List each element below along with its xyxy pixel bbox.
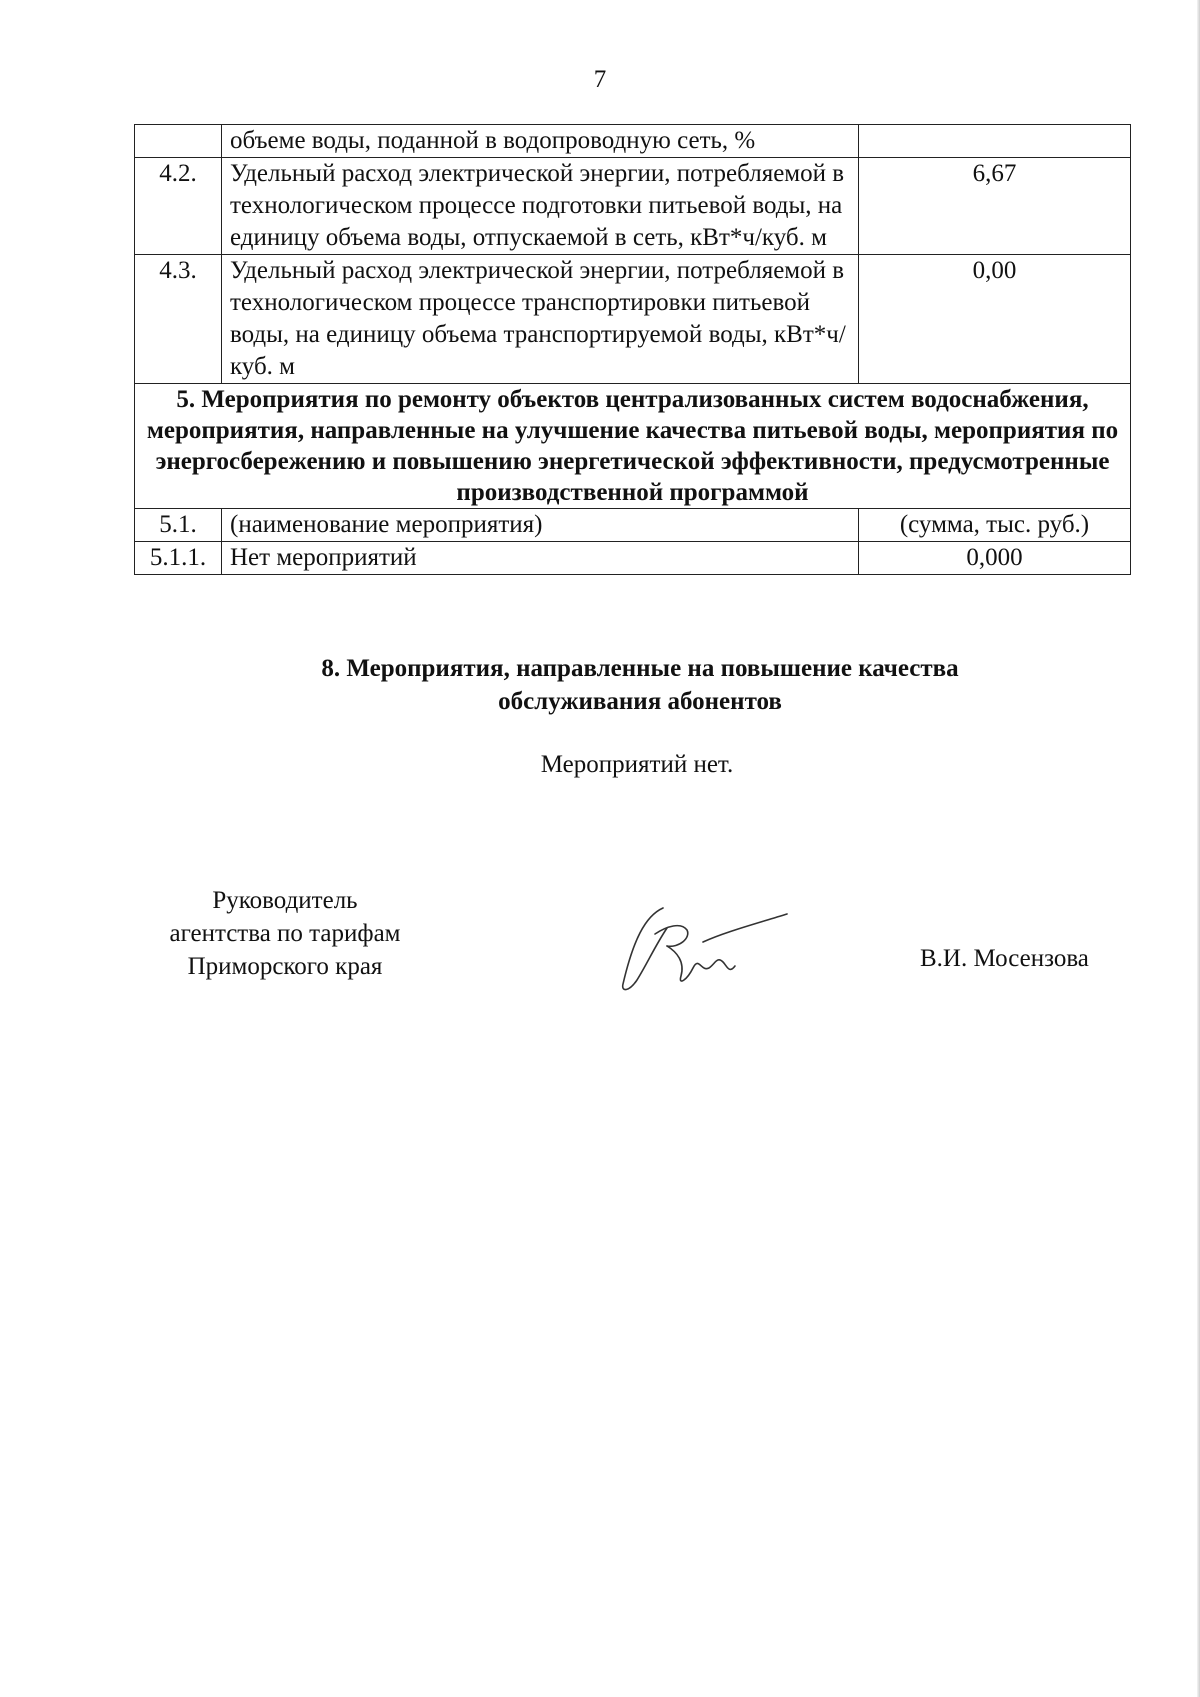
no-measures-text: Мероприятий нет. <box>540 751 734 778</box>
table-row <box>135 125 1131 158</box>
measure-name: Нет мероприятий <box>222 542 859 575</box>
table-row <box>135 542 1131 575</box>
indicators-table <box>134 124 1131 575</box>
row-number: 4.2. <box>135 158 222 255</box>
table-row <box>135 255 1131 384</box>
position-line: агентства по тарифам <box>169 920 401 947</box>
table-row <box>135 509 1131 542</box>
indicator-value <box>859 125 1131 158</box>
table-row <box>135 158 1131 255</box>
section-8-heading <box>0 652 1200 718</box>
indicator-text: Удельный расход электрической энергии, потребляемой в технологическом процессе подготовки питьевой воды, на единицу объема воды, отпускаемой в сеть, кВт*ч/куб. м <box>222 158 859 255</box>
measure-amount: (сумма, тыс. руб.) <box>859 509 1131 542</box>
section-5-title: 5. Мероприятия по ремонту объектов централизованных систем водоснабжения, мероприятия, направленные на улучшение качества питьевой воды, мероприятия по энергосбережению и повышению энергетической эффективности, предусмотренные производственной программой <box>135 384 1131 509</box>
row-number: 4.3. <box>135 255 222 384</box>
signer-name: В.И. Мосензова <box>920 945 1089 972</box>
measure-name: (наименование мероприятия) <box>222 509 859 542</box>
row-number <box>135 125 222 158</box>
indicator-value: 6,67 <box>859 158 1131 255</box>
row-number: 5.1.1. <box>135 542 222 575</box>
section-header-row <box>135 384 1131 509</box>
indicator-text: объеме воды, поданной в водопроводную сеть, % <box>222 125 859 158</box>
position-line: Руководитель <box>212 887 358 914</box>
indicator-text: Удельный расход электрической энергии, потребляемой в технологическом процессе транспортировки питьевой воды, на единицу объема транспортируемой воды, кВт*ч/куб. м <box>222 255 859 384</box>
page-number: 7 <box>593 66 607 93</box>
measure-amount: 0,000 <box>859 542 1131 575</box>
indicator-value: 0,00 <box>859 255 1131 384</box>
section-8-line-1: 8. Мероприятия, направленные на повышение качества <box>321 655 959 682</box>
position-line: Приморского края <box>187 953 383 980</box>
handwritten-signature <box>615 896 790 996</box>
row-number: 5.1. <box>135 509 222 542</box>
section-8-line-2: обслуживания абонентов <box>498 688 782 715</box>
signatory-position <box>135 884 435 983</box>
